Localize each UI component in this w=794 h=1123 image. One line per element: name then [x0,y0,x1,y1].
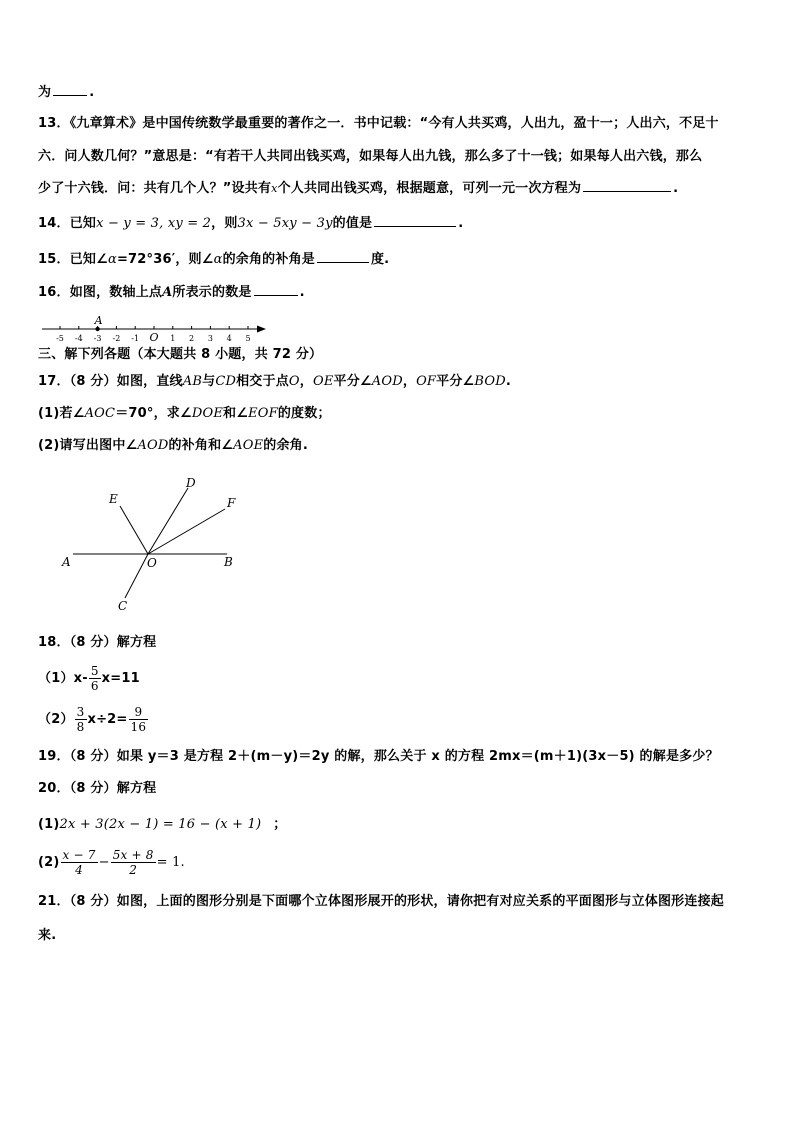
q17-of: OF [416,374,437,389]
q17-aod: AOD [371,374,403,389]
q15-alpha: α [107,252,117,267]
q15-suffix: 的余角的补角是 [222,252,315,267]
q18-part2 [38,702,756,738]
q17-cd: CD [215,374,237,389]
q17-bod: BOD [474,374,506,389]
answer-blank[interactable] [53,82,87,96]
q21-line1: 21．（8 分）如图，上面的图形分别是下面哪个立体图形展开的形状，请你把有对应关系的平面图形与立体图形连接起 [38,894,724,909]
q17-p1-c: 和∠ [223,406,249,421]
q17-t4: 平分∠ [333,374,372,389]
previous-question-tail [38,82,756,102]
number-line-tick-label: 5 [245,334,251,343]
q15-value: =72°36′，则∠ [116,252,214,267]
q17-figure [55,470,255,620]
q17-p1-d: 的度数； [277,406,331,421]
q16 [38,282,756,302]
q20-p2-label: (2) [38,855,60,870]
q13-variable: x [271,182,278,195]
q16-end: . [299,285,305,300]
q17-doe: DOE [191,406,224,421]
q20-rhs: = 1. [156,855,185,870]
label-e: E [109,492,118,506]
q20-minus: − [98,855,110,870]
q17-p2-c: 的余角. [263,438,309,453]
q20-part1 [38,816,756,834]
q17-oe: OE [312,374,334,389]
q17-aoc: AOC [84,406,116,421]
number-line-figure [40,312,270,348]
q20-f1-numerator: x − 7 [62,848,96,862]
q17-t1: 与 [202,374,216,389]
number-line-tick-label: 4 [226,334,232,343]
q18-p2-rhs-numerator: 9 [129,705,149,720]
q17-t6: 平分∠ [436,374,475,389]
q17-p2-aod: AOD [137,438,169,453]
q20-head: 20．（8 分）解方程 [38,781,157,796]
q13-line3-text2: 个人共同出钱买鸡，根据题意，可列一元一次方程为 [277,181,582,196]
q18-part1 [38,661,756,697]
number-line-tick-label: -3 [93,334,102,343]
q17-p1-b: ＝70°，求∠ [115,406,192,421]
q20-p2-fraction2 [111,848,156,877]
q17-aoe: AOE [233,438,264,453]
q15-answer-blank[interactable] [317,249,369,263]
q17-part2 [38,437,756,455]
q14-prefix: 14．已知 [38,216,97,231]
q18-p1-denominator: 6 [90,679,99,693]
number-line-tick-label: -4 [74,334,83,343]
number-line-tick-label: 3 [207,334,213,343]
q17-head [38,373,756,391]
q18-p2-fraction [75,705,87,734]
number-line-tick-label: O [149,331,159,344]
q14-expression: 3x − 5xy − 3y [237,216,333,231]
q17-ab: AB [182,374,203,389]
ray-oc [125,554,148,598]
q18-p2-numerator: 3 [76,705,85,719]
label-f: F [227,496,236,510]
ray-oe [120,506,148,554]
q17-part1 [38,405,756,423]
q20-p2-fraction1 [61,848,98,877]
q16-text: 16．如图，数轴上点 [38,285,163,300]
q18-p2-rhs-denominator: 16 [130,720,147,734]
q21-line2: 来. [38,928,57,943]
q14-condition: x − y = 3, xy = 2 [96,216,212,231]
q19: 19．（8 分）如果 y＝3 是方程 2＋(m－y)＝2y 的解，那么关于 x 的方程 2mx＝(m＋1)(3x－5) 的解是多少？ [38,749,719,764]
q17-t2: 相交于点 [236,374,289,389]
q20-f2-numerator: 5x + 8 [112,848,154,862]
q14-suffix: 的值是 [332,216,373,231]
label-d: D [186,476,196,490]
q18-p2-denominator: 8 [76,720,85,734]
q20-p1-end: ； [273,817,287,832]
q18-p1-b: x=11 [101,671,140,686]
label-o: O [147,556,157,570]
q18-p2-b: x÷2= [87,712,128,727]
ray-od [148,488,188,554]
q18-p2-a: （2） [38,712,74,727]
q18-p1-numerator: 5 [90,664,99,678]
q13-line1: 13．《九章算术》是中国传统数学最重要的著作之一．书中记载：“今有人共买鸡，人出九，盈十一；人出六，不足十 [38,116,719,131]
q18-head: 18．（8 分）解方程 [38,635,157,650]
q16-point: A [162,285,173,300]
number-line-tick-label: -1 [131,334,140,343]
q16-text2: 所表示的数是 [172,285,252,300]
q18-p2-rhs-fraction [129,705,149,734]
number-line-arrow [257,326,266,333]
q17-t7: . [505,374,512,389]
q14-answer-blank[interactable] [374,213,456,227]
q18-p1-fraction [89,664,101,693]
q13-line3 [38,178,756,198]
q13-answer-blank[interactable] [583,178,671,192]
q17-t3: ， [299,374,313,389]
q20-p1-equation: 2x + 3(2x − 1) = 16 − (x + 1) [59,817,262,832]
q17-p2-b: 的补角和∠ [168,438,234,453]
q14-end: . [458,216,464,231]
label-c: C [118,599,128,613]
ray-of [148,509,225,554]
q14-mid: ，则 [211,216,238,231]
q17-p1-a: (1)若∠ [38,406,85,421]
q17-text: 17．（8 分）如图，直线 [38,374,183,389]
label-a: A [62,555,71,569]
q14 [38,213,756,233]
tail-prefix: 为 [38,85,52,100]
q20-part2 [38,845,756,883]
q13-line2: 六．问人数几何？”意思是：“有若干人共同出钱买鸡，如果每人出九钱，那么多了十一钱；如果每人出六钱，那么 [38,149,703,164]
q17-p2-a: (2)请写出图中∠ [38,438,138,453]
number-line-tick-label: 2 [189,334,195,343]
q15-prefix: 15．已知∠ [38,252,108,267]
q17-o: O [288,374,300,389]
q20-f2-denominator: 2 [129,863,138,877]
tail-suffix: . [89,85,95,100]
number-line-tick-label: -2 [112,334,121,343]
q20-f1-denominator: 4 [75,863,83,877]
section3-heading: 三、解下列各题（本大题共 8 小题，共 72 分） [38,347,323,362]
number-line-point-label: A [94,314,103,327]
q15 [38,249,756,269]
q16-answer-blank[interactable] [254,282,298,296]
q18-p1-a: （1）x- [38,671,88,686]
q13-end: . [673,181,679,196]
q13-line3-text: 少了十六钱．问：共有几个人？”设共有 [38,181,272,196]
q17-t5: ， [402,374,417,389]
number-line-tick-label: 1 [170,334,176,343]
label-b: B [224,555,233,569]
q20-p1-label: (1) [38,817,60,832]
number-line-tick-label: -5 [56,334,64,343]
q15-alpha-2: α [213,252,223,267]
q15-end: 度. [370,252,390,267]
number-line-point-a [95,327,99,331]
q17-eof: EOF [248,406,278,421]
